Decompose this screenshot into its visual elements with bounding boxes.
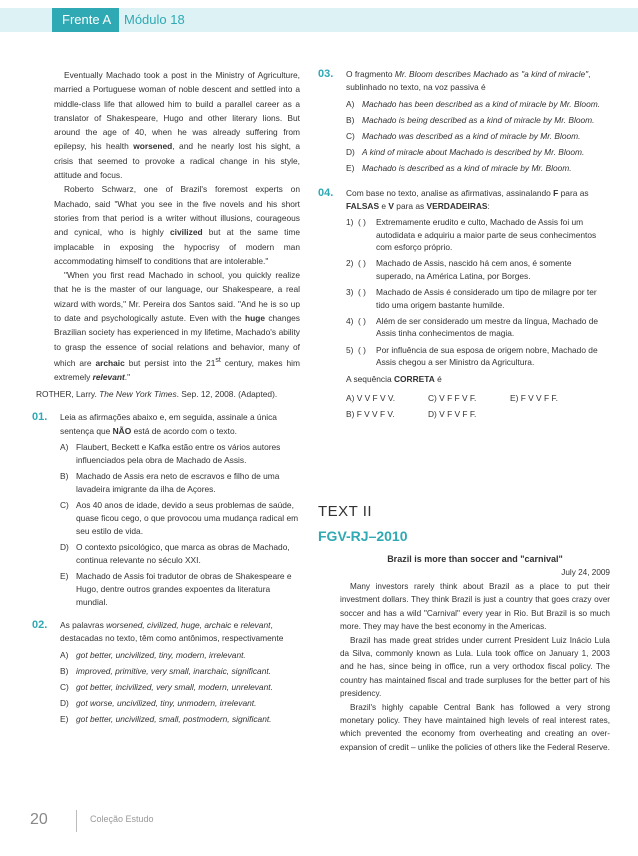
question-01 [32,411,300,609]
sequence-prompt: A sequência CORRETA é [346,373,442,384]
statement-list [318,216,610,368]
question-stem: Com base no texto, analise as afirmativas, assinalando F para as FALSAS e V para as VERDADEIRAS: [346,187,589,211]
answer-option[interactable]: C) Aos 40 anos de idade, devido a seus problemas de saúde, quase ficou cego, o que provocou uma mudança radical em seu estilo de vida. [60,499,299,536]
checkbox-blank[interactable]: ( ) [358,258,366,269]
article-paragraph: Many investors rarely think about Brazil as a place to put their investment dollars. They think Brazil is just a country that goes crazy over soccer and has a wild "Carnival" every year in Rio. But Brazil is so much more. They may have the best economy in the Americas. [340,582,610,632]
article-date: July 24, 2009 [561,568,610,577]
answer-option[interactable]: B) Machado is being described as a kind of miracle by Mr. Bloom. [346,114,595,125]
answer-option[interactable]: D) A kind of miracle about Machado is described by Mr. Bloom. [346,146,585,157]
header-frente-label: Frente A [52,8,119,32]
question-stem: Leia as afirmações abaixo e, em seguida, assinale a única sentença que NÃO está de acordo com o texto. [60,412,277,436]
article-paragraph: Brazil's highly capable Central Bank has followed a very strong monetary policy. They have maintained high levels of real interest rates, which prevented the economy from overheating and creating an over-expansion of credit – unlike the policies of others like the Federal Reserve. [340,702,610,752]
answer-option[interactable]: A) Machado has been described as a kind of miracle by Mr. Bloom. [346,98,601,109]
answer-option[interactable]: D) O contexto psicológico, que marca as obras de Machado, continua relevante no século XXI. [60,541,290,565]
answer-option[interactable]: A) got better, uncivilized, tiny, modern, irrelevant. [60,649,246,660]
answer-options [32,441,300,609]
answer-option[interactable]: E) got better, uncivilized, small, postmodern, significant. [60,713,272,724]
answer-option[interactable]: B) improved, primitive, very small, inarchaic, significant. [60,665,272,676]
article-body [340,580,610,754]
answer-options [32,649,300,726]
answer-option[interactable]: B) Machado de Assis era neto de escravos e filho de uma lavadeira imigrante da ilha de Açores. [60,470,280,494]
statement-item[interactable]: 3) ( ) Machado de Assis é considerado um tipo de milagre por ter tido uma origem bastante humilde. [346,287,597,310]
answer-option[interactable]: A) Flaubert, Beckett e Kafka estão entre os vários autores influenciados pela obra de Machado de Assis. [60,441,281,465]
answer-option[interactable]: C) got better, incivilized, very small, modern, unrelevant. [60,681,273,692]
question-number: 03. [318,68,334,80]
checkbox-blank[interactable]: ( ) [358,316,366,327]
highlight-huge: huge [244,313,265,324]
answer-option[interactable]: E) Machado is described as a kind of miracle by Mr. Bloom. [346,162,572,173]
passage-paragraph-1: Eventually Machado took a post in the Ministry of Agriculture, married a Portuguese woman of noble descent and settled into a middle-class life that allowed him to build a parallel career as a translator of Shakespeare, Hugo and other literary lions. But around the age of 40, when he was already suffering from epilepsy, his health worsened, and he nearly lost his sight, a crisis that seemed to provoke a radical change in his style, attitude and focus. [54,70,300,181]
question-number: 01. [32,411,48,424]
checkbox-blank[interactable]: ( ) [358,344,366,355]
answer-option[interactable]: C) V F F V F. [428,392,477,403]
answer-option[interactable]: C) Machado was described as a kind of miracle by Mr. Bloom. [346,130,581,141]
footer-divider [76,810,77,832]
passage-citation: ROTHER, Larry. The New York Times. Sep. 12, 2008. (Adapted). [36,389,278,400]
article-title: Brazil is more than soccer and "carnival" [387,554,563,564]
answer-option[interactable]: B) F V V F V. [346,408,395,419]
highlight-civilized: civilized [170,227,203,238]
answer-option[interactable]: D) V F V F F. [428,408,477,419]
highlight-archaic: archaic [95,357,125,368]
highlight-relevant: relevant [92,372,125,383]
passage-paragraph-2: Roberto Schwarz, one of Brazil's foremost experts on Machado, said "What you see in the five novels and his short stories from that period is a writer without illusions, courageous and cynical, who is highly civilized but at the same time implacable in exposing the hypocrisy of modern man accommodating himself to conditions that are intolerable." [54,184,300,266]
right-column [318,68,610,422]
passage-paragraph-3: "When you first read Machado in school, you quickly realize that he is the master of our language, our Shakespeare, a real wizard with words," Mr. Pereira dos Santos said. "And he is so up to date and psychologically astute. Even with the huge changes Brazilian society has experienced in my lifetime, Machado's ability to grasp the essence of social relations and behavior, many of which are archaic but persist into the 21st century, makes him extremely relevant." [54,270,301,383]
checkbox-blank[interactable]: ( ) [358,287,366,298]
question-number: 02. [32,618,48,631]
question-stem: As palavras worsened, civilized, huge, archaic e relevant, destacadas no texto, têm como antônimos, respectivamente [60,619,284,644]
checkbox-blank[interactable]: ( ) [358,217,366,228]
footer-collection: Coleção Estudo [90,814,154,824]
answer-option[interactable]: E) F V V F F. [510,392,558,403]
question-03 [318,68,610,175]
text-ii-source: FGV-RJ–2010 [318,528,408,544]
statement-item[interactable]: 2) ( ) Machado de Assis, nascido há cem anos, é somente superado, na América Latina, por Borges. [346,258,572,281]
answer-option[interactable]: D) got worse, uncivilized, tiny, unmodern, irrelevant. [60,697,257,708]
answer-option[interactable]: E) Machado de Assis foi tradutor de obras de Shakespeare e Hugo, dentre outros grandes expoentes da literatura mundial. [60,570,292,607]
answer-options [318,390,610,422]
highlight-worsened: worsened [133,141,173,152]
answer-option[interactable]: A) V V F V V. [346,392,396,403]
page-number: 20 [30,811,48,828]
left-column [32,68,300,729]
question-02 [32,619,300,726]
reading-passage [32,68,300,384]
text-ii-heading: TEXT II [318,503,373,520]
answer-option-empty [510,406,592,422]
statement-item[interactable]: 4) ( ) Além de ser considerado um mestre da língua, Machado de Assis tinha conhecimentos de magia. [346,316,599,339]
statement-item[interactable]: 1) ( ) Extremamente erudito e culto, Machado de Assis foi um autodidata e adquiriu a maior parte de seus conhecimentos com esforço próprio. [346,217,597,252]
header-modulo-label: Módulo 18 [124,12,185,27]
question-stem: O fragmento Mr. Bloom describes Machado as "a kind of miracle", sublinhado no texto, na voz passiva é [346,69,591,93]
statement-item[interactable]: 5) ( ) Por influência de sua esposa de origem nobre, Machado de Assis chegou a ser Ministro da Agricultura. [346,344,598,368]
question-04 [318,187,610,422]
question-number: 04. [318,186,334,199]
article-paragraph: Brazil has made great strides under current President Luiz Inácio Lula da Silva, commonly known as Lula. Lula took office on January 1, 2003 and he has, since being in office, run a very orthodox fiscal policy. The country has maintained fiscal and trade surpluses for the better part of his presidency. [340,635,610,699]
text-ii-article [340,552,610,754]
answer-options [318,98,610,175]
